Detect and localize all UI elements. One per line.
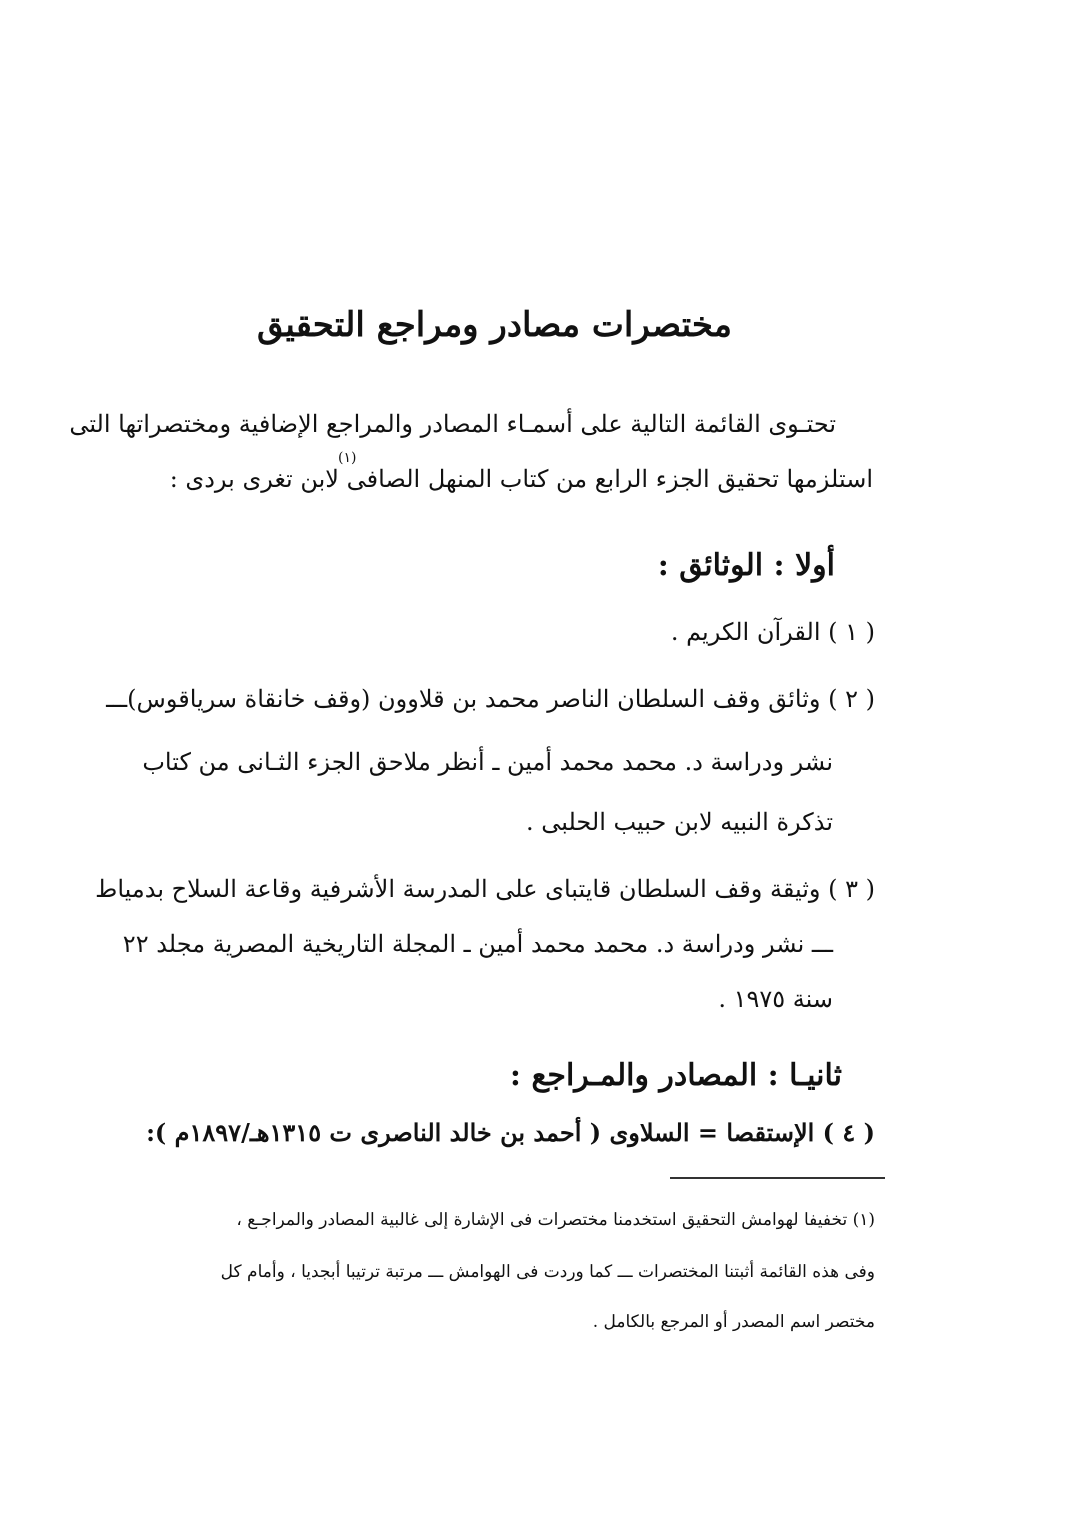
footnote-line-1: (١) تخفيفا لهوامش التحقيق استخدمنا مختصرات فى الإشارة إلى غالبية المصادر والمراجـع ، [236,1210,875,1230]
list-item-3-line-1: ( ٣ ) وثيقة وقف السلطان قايتباى على المدرسة الأشرفية وقاعة السلاح بدمياط [95,875,875,903]
list-item-1: ( ١ ) القرآن الكريم . [670,618,875,646]
page-title: مختصرات مصادر ومراجع التحقيق [256,305,732,345]
list-item-3-line-2: ـــ نشر ودراسة د. محمد محمد أمين ـ المجلة التاريخية المصرية مجلد ٢٢ [122,930,833,958]
intro-line-2: استلزمها تحقيق الجزء الرابع من كتاب المنهل الصافى لابن تغرى بردى : [169,465,873,493]
list-item-2-line-2: نشر ودراسة د. محمد محمد أمين ـ أنظر ملاحق الجزء الثـانى من كتاب [142,748,833,776]
footnote-line-2: وفى هذه القائمة أثبتنا المختصرات ـــ كما وردت فى الهوامش ـــ مرتبة ترتيبا أبجديا ، وأمام كل [220,1262,875,1282]
footnote-line-3: مختصر اسم المصدر أو المرجع بالكامل . [592,1312,875,1332]
list-item-2-line-1: ( ٢ ) وثائق وقف السلطان الناصر محمد بن قلاوون (وقف خانقاة سرياقوس)ـــ [106,685,875,713]
footnote-divider [670,1177,885,1179]
footnote-reference: (١) [338,450,357,466]
section-heading-sources: ثانيـا : المصادر والمـراجع : [509,1058,842,1093]
intro-line-1: تحتـوى القائمة التالية على أسمـاء المصادر والمراجع الإضافية ومختصراتها التى [69,410,836,438]
list-item-4: ( ٤ ) الإستقصا = السلاوى ( أحمد بن خالد الناصرى ت ١٣١٥هـ/١٨٩٧م ): [146,1118,875,1147]
list-item-2-line-3: تذكرة النبيه لابن حبيب الحلبى . [525,808,833,836]
list-item-3-line-3: سنة ١٩٧٥ . [718,985,833,1013]
section-heading-documents: أولا : الوثائق : [657,548,835,583]
